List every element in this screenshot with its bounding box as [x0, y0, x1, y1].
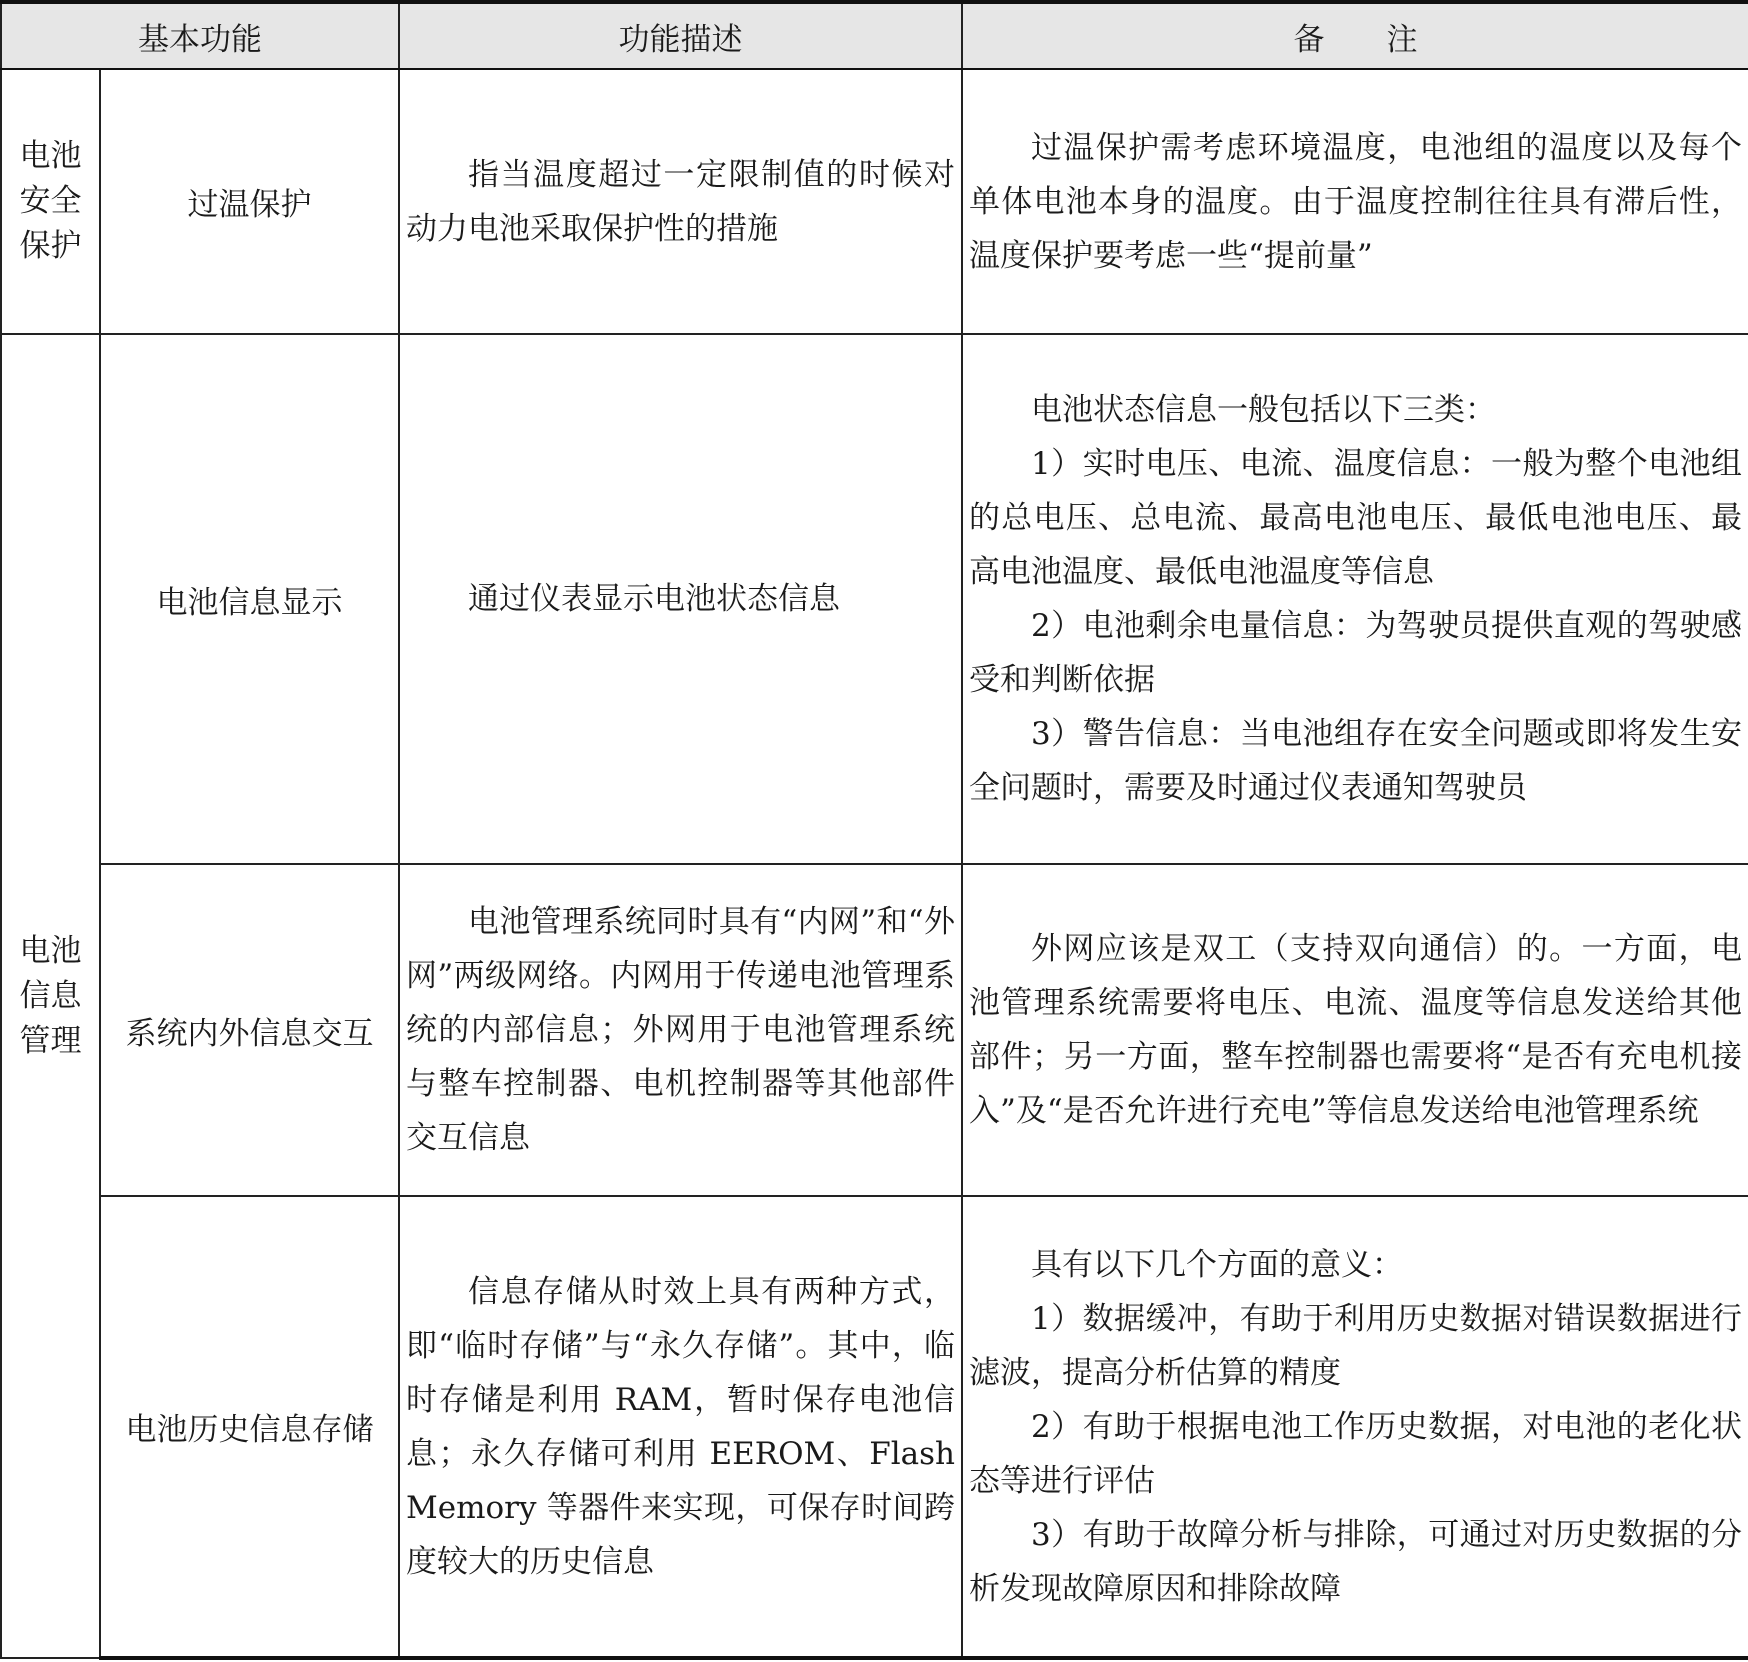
group-battery-info: 电池信息管理 [1, 334, 100, 1658]
remark-paragraph: 电池状态信息一般包括以下三类： [1031, 392, 1496, 428]
remark-paragraph: 1）数据缓冲，有助于利用历史数据对错误数据进行滤波，提高分析估算的精度 [969, 1300, 1742, 1391]
function-description [399, 864, 962, 1196]
table-row [1, 1196, 1748, 1658]
function-description [399, 69, 962, 334]
table-row [1, 334, 1748, 864]
description-paragraph: 指当温度超过一定限制值的时候对动力电池采取保护性的措施 [406, 156, 955, 247]
description-paragraph: 电池管理系统同时具有“内网”和“外网”两级网络。内网用于传递电池管理系统的内部信息；外网用于电池管理系统与整车控制器、电机控制器等其他部件交互信息 [406, 904, 955, 1156]
function-name: 电池历史信息存储 [100, 1196, 399, 1658]
description-paragraph: 通过仪表显示电池状态信息 [468, 581, 840, 617]
table-row [1, 864, 1748, 1196]
function-name: 系统内外信息交互 [100, 864, 399, 1196]
header-function-description: 功能描述 [399, 2, 962, 69]
remark-paragraph: 2）电池剩余电量信息：为驾驶员提供直观的驾驶感受和判断依据 [969, 608, 1742, 698]
function-name: 电池信息显示 [100, 334, 399, 864]
function-name: 过温保护 [100, 69, 399, 334]
header-remarks: 备 注 [962, 2, 1748, 69]
group-battery-safety: 电池安全保护 [1, 69, 100, 334]
function-description [399, 1196, 962, 1658]
table-row [1, 69, 1748, 334]
remark-paragraph: 2）有助于根据电池工作历史数据，对电池的老化状态等进行评估 [969, 1408, 1742, 1499]
remark [962, 1196, 1748, 1658]
function-description [399, 334, 962, 864]
remark [962, 69, 1748, 334]
description-paragraph: 信息存储从时效上具有两种方式，即“临时存储”与“永久存储”。其中，临时存储是利用 RAM，暂时保存电池信息；永久存储可利用 EEROM、Flash Memory 等器件来实现，可保存时间跨度较大的历史信息 [406, 1273, 955, 1580]
remark-paragraph: 外网应该是双工（支持双向通信）的。一方面，电池管理系统需要将电压、电流、温度等信息发送给其他部件；另一方面，整车控制器也需要将“是否有充电机接入”及“是否允许进行充电”等信息发送给电池管理系统 [969, 931, 1742, 1129]
remark-paragraph: 具有以下几个方面的意义： [1031, 1246, 1403, 1283]
remark-paragraph: 3）有助于故障分析与排除，可通过对历史数据的分析发现故障原因和排除故障 [969, 1516, 1742, 1607]
remark-paragraph: 1）实时电压、电流、温度信息：一般为整个电池组的总电压、总电流、最高电池电压、最低电池电压、最高电池温度、最低电池温度等信息 [969, 446, 1742, 590]
remark [962, 864, 1748, 1196]
remark [962, 334, 1748, 864]
remark-paragraph: 过温保护需考虑环境温度，电池组的温度以及每个单体电池本身的温度。由于温度控制往往具有滞后性，温度保护要考虑一些“提前量” [969, 129, 1742, 274]
header-row [1, 2, 1748, 69]
remark-paragraph: 3）警告信息：当电池组存在安全问题或即将发生安全问题时，需要及时通过仪表通知驾驶员 [969, 716, 1742, 806]
header-basic-function: 基本功能 [1, 2, 399, 69]
